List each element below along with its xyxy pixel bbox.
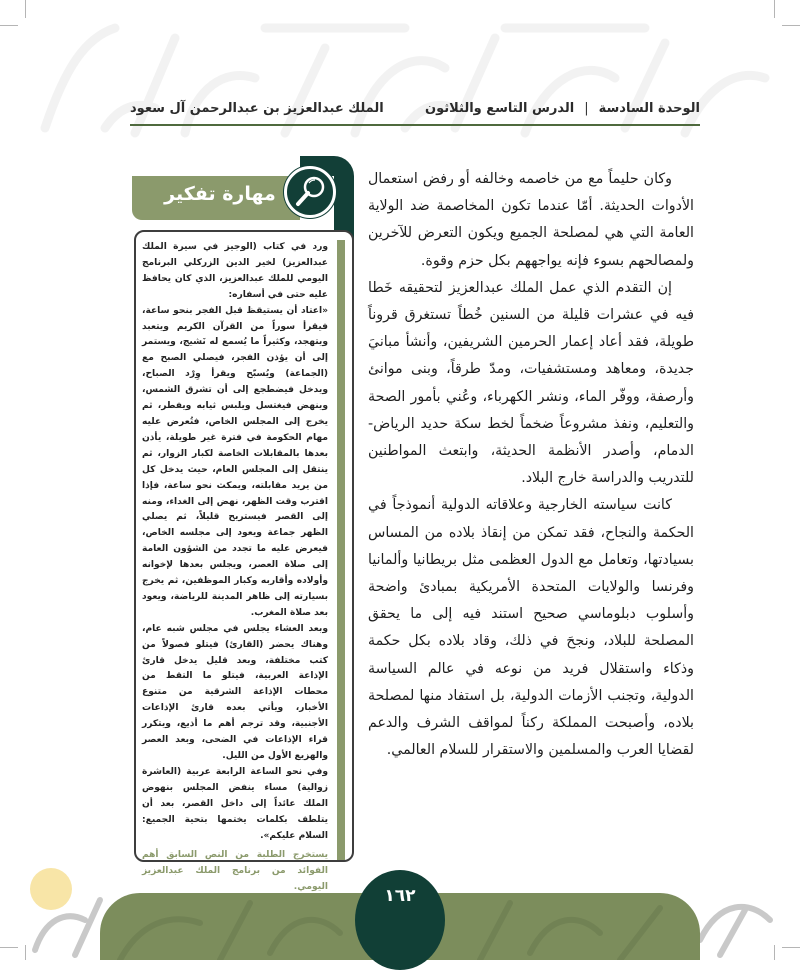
page-header (130, 97, 700, 119)
thinking-skill-box (132, 150, 354, 893)
crop-mark (0, 25, 18, 26)
sidebar-paragraph: «اعتاد أن يستيقظ قبل الفجر بنحو ساعة، فيقرأ سوراً من القرآن الكريم ويتعبد ويتهجد، وكثيراً ما يُسمع له نَشيج، ويستمر إلى أن يؤذن الفجر، فيصلي الصبح مع (الجماعة) ويُسبّح ويقرأ وِرْد الصباح، ويدخل فيضطجع إلى أن تشرق الشمس، وينهض فيغتسل ويلبس ثيابه ويفطر، ثم يخرج إلى المجلس الخاص، فتُعرض عليه مهام الحكومة في فترة غير طويلة، يأذن بعدها بالمقابلات الخاصة لكبار الزوار، ثم ينتقل إلى المجلس العام، حيث يدخل كل من يريد مقابلته، ويمكث نحو ساعة، فإذا اقترب وقت الظهر، نهض إلى الغداء، ومنه إلى القصر فيستريح قليلاً، ثم يصلي الظهر جماعة ويعود إلى مجلسه الخاص، فيعرض عليه ما تجدد من الشؤون العامة إلى صلاة العصر، ويجلس بعدها لإخوانه وأولاده وأقاربه وكبار الموظفين، ثم يخرج بسيارته إلى ظاهر المدينة للرياضة، ويعود بعد صلاة المغرب. (142, 305, 328, 618)
lesson-label: الدرس التاسع والثلاثون (425, 100, 575, 116)
paragraph: كانت سياسته الخارجية وعلاقاته الدولية أنموذجاً في الحكمة والنجاح، فقد تمكن من إنقاذ بلاده من المساس بسيادتها، وتعامل مع الدول العظمى مثل بريطانيا وألمانيا وفرنسا والولايات المتحدة الأمريكية بمبادئ واضحة وأسلوب دبلوماسي صحيح استند فيه إلى ما يحقق المصلحة للبلاد، ونجحَ في ذلك، وقاد بلاده بكل حكمة وذكاء واستقلال فريد من نوعه في عالم السياسة الدولية، وتجنب الأزمات الدولية، بل استفاد منها لمصلحة بلاده، وأصبحت المملكة ركناً لمواقف الشرف والدعم لقضايا العرب والمسلمين والاستقرار للسلام العالمي. (368, 497, 694, 759)
paragraph: وكان حليماً مع من خاصمه وخالفه أو رفض استعمال الأدوات الحديثة. أمّا عندما تكون المخاصمة ضد الولاية العامة التي هي لمصلحة الجميع ويكون التعرض للآخرين ولمصالحهم بسوء فإنه يواجههم بكل حزم وقوة. (368, 171, 694, 269)
paragraph: إن التقدم الذي عمل الملك عبدالعزيز لتحقيقه خَطا فيه في عشرات قليلة من السنين خُطاً تستغرق قروناً طويلة، فقد أعاد إعمار الحرمين الشريفين، وأنشأ مبانيَ جديدة، ومعاهد ومستشفيات، ومدّ طرقاً، وبنى موانئ وأرصفة، ووفّر الماء، ونشر الكهرباء، وعُني بأمور الصحة والتعليم، ونفذ مشروعاً ضخماً لخط سكة حديد الرياض- الدمام، وأصدر الأنظمة الحديثة، وابتعث المواطنين للتدريب والدراسة خارج البلاد. (368, 279, 694, 487)
header-separator: | (584, 100, 589, 116)
unit-label: الوحدة السادسة (598, 100, 700, 116)
sidebar-paragraph: وبعد العشاء يجلس في مجلس شبه عام، وهناك يحضر (القارئ) فيتلو فصولاً من كتب مختلفة، وبعد قليل يدخل قارئ الإذاعة العربية، فيتلو ما التقط من محطات الإذاعة الشرقية من متنوع الأخبار، ويأتي بعده قارئ الإذاعات الأجنبية، وقد ترجم أهم ما أذيع، ويتكرر قراء الإذاعات في الضحى، وبعد العصر والهزيع الأول من الليل. (142, 623, 328, 761)
crop-mark (782, 947, 800, 948)
sidebar-paragraph: ورد في كتاب (الوجيز في سيرة الملك عبدالعزيز) لخير الدين الزركلي البرنامج اليومي للملك عبدالعزيز، الذي كان يحافظ عليه حتى في أسفاره: (142, 242, 328, 300)
sidebar-paragraph: وفي نحو الساعة الرابعة عربية (العاشرة زوالية) مساء ينفض المجلس بنهوض الملك عائداً إلى داخل القصر، بعد أن يتلطف بكلمات يختمها بتحية الجميع: السلام عليكم». (142, 766, 328, 841)
crop-mark (0, 947, 18, 948)
header-divider (130, 124, 700, 126)
sidebar-text (142, 240, 328, 896)
page-number: ١٦٢ (384, 886, 416, 906)
crop-mark (782, 25, 800, 26)
student-task: يستخرج الطلبة من النص السابق أهم الفوائد من برنامج الملك عبدالعزيز اليومي. (142, 850, 328, 893)
sidebar-accent-bar (337, 240, 345, 860)
calligraphy-decoration (690, 880, 780, 960)
magnifier-icon (284, 166, 336, 218)
page-number-badge (355, 870, 445, 970)
sidebar-title: مهارة تفكير (164, 183, 276, 205)
lesson-title: الملك عبدالعزيز بن عبدالرحمن آل سعود (130, 100, 384, 116)
main-text-column (368, 166, 694, 764)
